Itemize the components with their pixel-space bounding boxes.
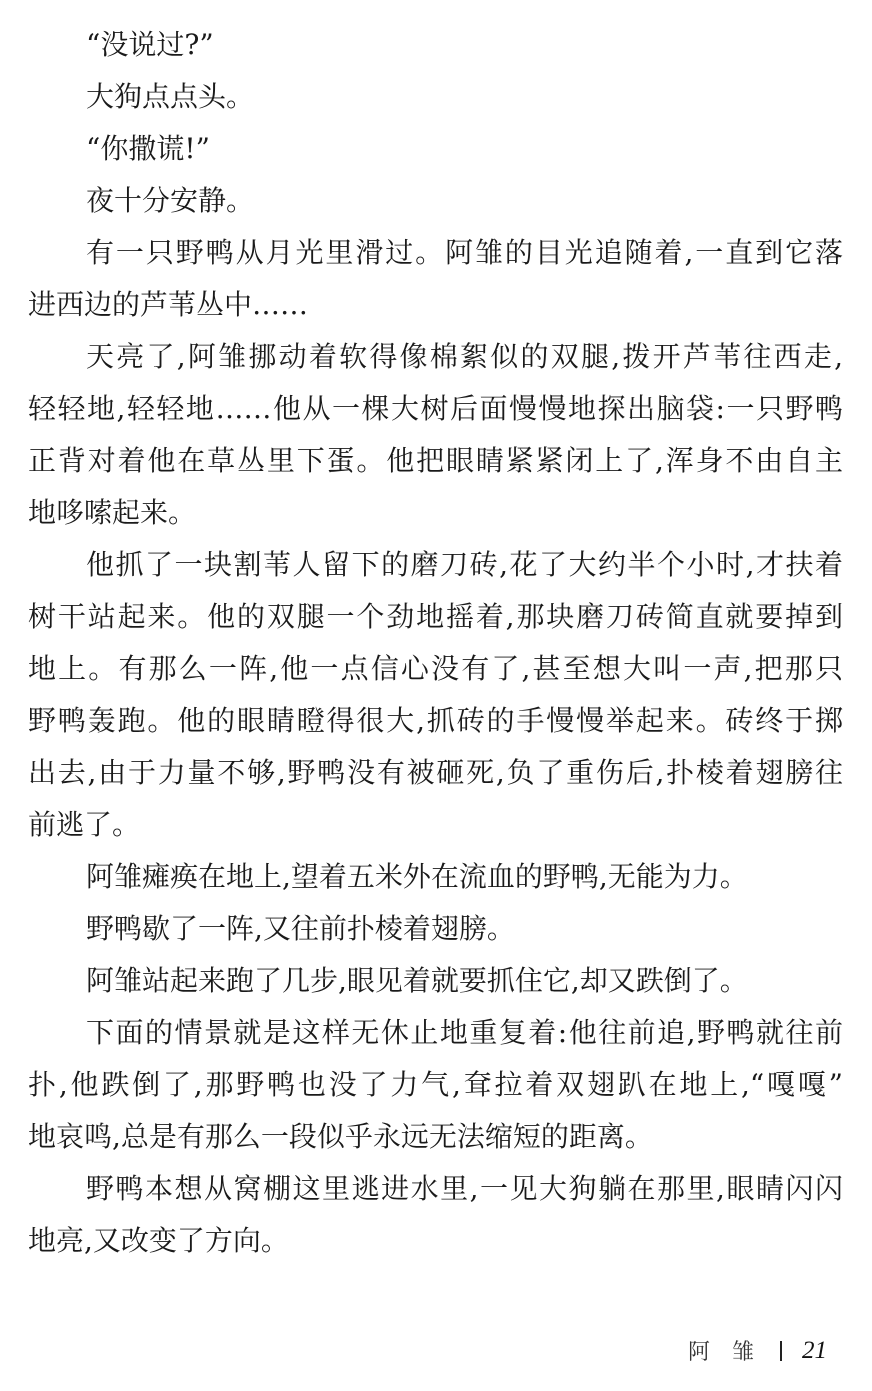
footer-divider [780,1341,782,1361]
text-line: “你撒谎!” [86,132,210,165]
text-line: 夜十分安静。 [86,184,255,217]
text-line: 前逃了。 [28,808,141,841]
text-line: 轻轻地,轻轻地……他从一棵大树后面慢慢地探出脑袋:一只野鸭 [28,392,843,425]
text-line: 有一只野鸭从月光里滑过。阿雏的目光追随着,一直到它落 [86,236,843,269]
text-line: 树干站起来。他的双腿一个劲地摇着,那块磨刀砖简直就要掉到 [28,600,843,633]
text-line: 野鸭本想从窝棚这里逃进水里,一见大狗躺在那里,眼睛闪闪 [86,1172,843,1205]
paragraph [28,1007,843,1163]
paragraph [28,903,843,955]
paragraph [28,851,843,903]
text-line: 地哀鸣,总是有那么一段似乎永远无法缩短的距离。 [28,1120,653,1153]
paragraph [28,71,843,123]
text-line: 大狗点点头。 [86,80,255,113]
body-text [28,19,843,1267]
text-line: 地亮,又改变了方向。 [28,1224,289,1257]
paragraph [28,123,843,175]
text-line: 野鸭歇了一阵,又往前扑棱着翅膀。 [86,912,515,945]
paragraph [28,1163,843,1267]
text-line: 正背对着他在草丛里下蛋。他把眼睛紧紧闭上了,浑身不由自主 [28,444,843,477]
text-line: 阿雏站起来跑了几步,眼见着就要抓住它,却又跌倒了。 [86,964,748,997]
text-line: 下面的情景就是这样无休止地重复着:他往前追,野鸭就往前 [86,1016,843,1049]
paragraph [28,331,843,539]
text-line: 扑,他跌倒了,那野鸭也没了力气,耷拉着双翅趴在地上,“嘎嘎” [28,1068,843,1101]
paragraph [28,19,843,71]
text-line: 野鸭轰跑。他的眼睛瞪得很大,抓砖的手慢慢举起来。砖终于掷 [28,704,843,737]
paragraph [28,955,843,1007]
paragraph [28,227,843,331]
page-footer [688,1335,827,1366]
text-line: 他抓了一块割苇人留下的磨刀砖,花了大约半个小时,才扶着 [86,548,843,581]
text-line: 天亮了,阿雏挪动着软得像棉絮似的双腿,拨开芦苇往西走, [86,340,843,373]
paragraph [28,175,843,227]
text-line: 地上。有那么一阵,他一点信心没有了,甚至想大叫一声,把那只 [28,652,843,685]
text-line: 出去,由于力量不够,野鸭没有被砸死,负了重伤后,扑棱着翅膀往 [28,756,843,789]
running-title: 阿雏 [688,1340,777,1365]
page-number: 21 [802,1336,828,1364]
text-line: 进西边的芦苇丛中…… [28,288,309,321]
text-line: “没说过?” [86,28,214,61]
paragraph [28,539,843,851]
text-line: 地哆嗦起来。 [28,496,197,529]
text-line: 阿雏瘫痪在地上,望着五米外在流血的野鸭,无能为力。 [86,860,748,893]
